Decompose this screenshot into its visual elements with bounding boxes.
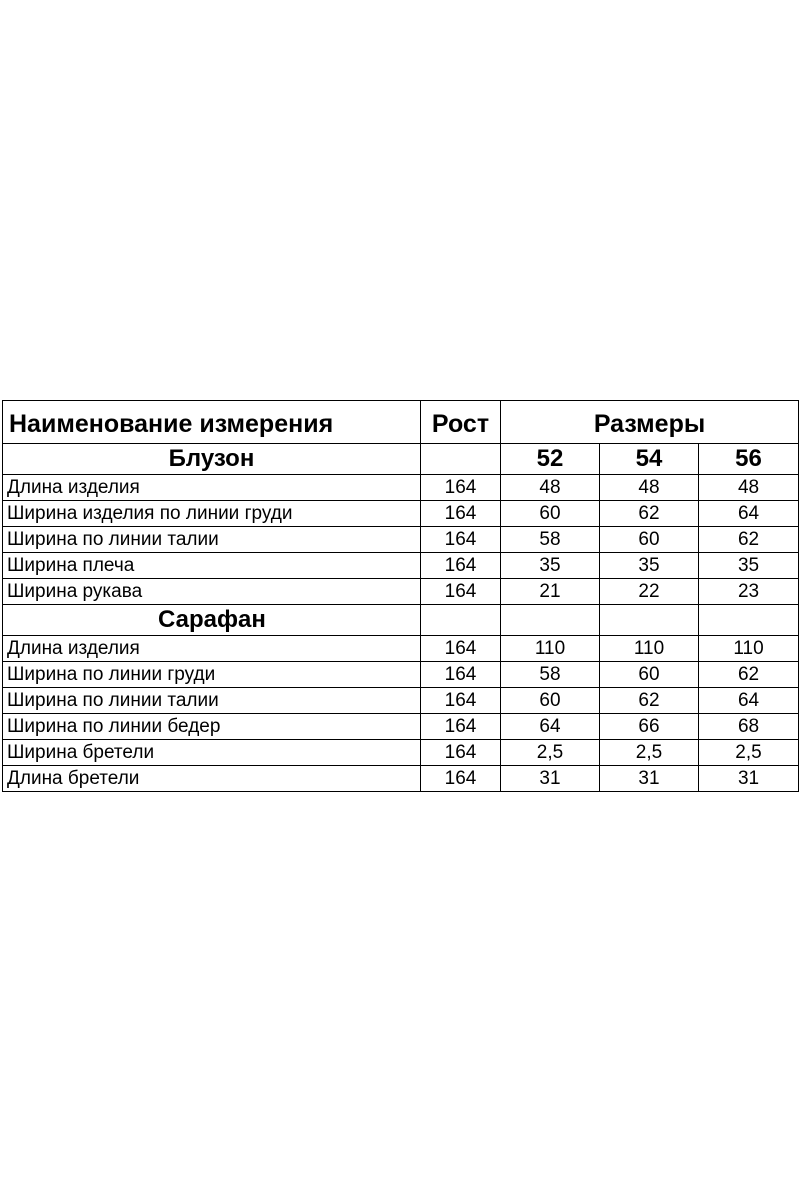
measurement-value-54: 60 — [600, 662, 699, 688]
section-blank-cell — [501, 605, 600, 636]
table-row — [3, 662, 799, 688]
measurement-value-56: 62 — [699, 662, 799, 688]
measurement-value-56: 2,5 — [699, 740, 799, 766]
measurement-value-52: 58 — [501, 662, 600, 688]
measurement-value-52: 31 — [501, 766, 600, 792]
measurement-name: Ширина изделия по линии груди — [3, 501, 421, 527]
measurement-value-56: 35 — [699, 553, 799, 579]
measurement-value-54: 22 — [600, 579, 699, 605]
measurement-height: 164 — [421, 662, 501, 688]
measurement-name: Ширина плеча — [3, 553, 421, 579]
measurement-name: Длина изделия — [3, 475, 421, 501]
header-height: Рост — [421, 401, 501, 444]
measurement-height: 164 — [421, 688, 501, 714]
table-row — [3, 766, 799, 792]
measurement-value-52: 64 — [501, 714, 600, 740]
section-blank-cell — [600, 605, 699, 636]
size-chart-table — [2, 400, 799, 792]
measurement-name: Ширина по линии груди — [3, 662, 421, 688]
table-row — [3, 553, 799, 579]
section-blank-cell — [421, 605, 501, 636]
measurement-height: 164 — [421, 766, 501, 792]
measurement-value-56: 62 — [699, 527, 799, 553]
measurement-name: Длина бретели — [3, 766, 421, 792]
measurement-value-54: 35 — [600, 553, 699, 579]
table-row — [3, 740, 799, 766]
measurement-value-56: 64 — [699, 501, 799, 527]
size-56: 56 — [699, 444, 799, 475]
table-row — [3, 636, 799, 662]
measurement-value-52: 60 — [501, 688, 600, 714]
measurement-height: 164 — [421, 553, 501, 579]
measurement-value-54: 60 — [600, 527, 699, 553]
measurement-height: 164 — [421, 475, 501, 501]
section-title-sarafan: Сарафан — [3, 605, 421, 636]
measurement-height: 164 — [421, 527, 501, 553]
measurement-height: 164 — [421, 714, 501, 740]
measurement-value-54: 31 — [600, 766, 699, 792]
size-chart-body — [3, 401, 799, 792]
size-54: 54 — [600, 444, 699, 475]
measurement-value-56: 23 — [699, 579, 799, 605]
measurement-name: Ширина по линии талии — [3, 527, 421, 553]
table-row — [3, 579, 799, 605]
measurement-value-56: 31 — [699, 766, 799, 792]
measurement-value-54: 48 — [600, 475, 699, 501]
section-blank-height — [421, 444, 501, 475]
measurement-value-52: 2,5 — [501, 740, 600, 766]
measurement-value-54: 66 — [600, 714, 699, 740]
measurement-value-52: 58 — [501, 527, 600, 553]
measurement-value-52: 21 — [501, 579, 600, 605]
table-row — [3, 527, 799, 553]
table-row — [3, 688, 799, 714]
measurement-name: Ширина бретели — [3, 740, 421, 766]
measurement-name: Ширина рукава — [3, 579, 421, 605]
size-52: 52 — [501, 444, 600, 475]
section-row-blouson — [3, 444, 799, 475]
measurement-value-54: 2,5 — [600, 740, 699, 766]
measurement-name: Ширина по линии бедер — [3, 714, 421, 740]
measurement-value-52: 60 — [501, 501, 600, 527]
measurement-value-54: 62 — [600, 688, 699, 714]
measurement-value-56: 110 — [699, 636, 799, 662]
measurement-height: 164 — [421, 501, 501, 527]
table-row — [3, 501, 799, 527]
measurement-value-56: 68 — [699, 714, 799, 740]
section-row-sarafan — [3, 605, 799, 636]
measurement-value-52: 110 — [501, 636, 600, 662]
measurement-value-54: 62 — [600, 501, 699, 527]
measurement-value-52: 48 — [501, 475, 600, 501]
measurement-value-56: 48 — [699, 475, 799, 501]
table-header-row — [3, 401, 799, 444]
measurement-name: Длина изделия — [3, 636, 421, 662]
measurement-height: 164 — [421, 636, 501, 662]
measurement-value-52: 35 — [501, 553, 600, 579]
section-blank-cell — [699, 605, 799, 636]
measurement-value-56: 64 — [699, 688, 799, 714]
measurement-value-54: 110 — [600, 636, 699, 662]
table-row — [3, 714, 799, 740]
measurement-height: 164 — [421, 579, 501, 605]
header-sizes: Размеры — [501, 401, 799, 444]
table-row — [3, 475, 799, 501]
section-title-blouson: Блузон — [3, 444, 421, 475]
header-measurement-name: Наименование измерения — [3, 401, 421, 444]
measurement-height: 164 — [421, 740, 501, 766]
measurement-name: Ширина по линии талии — [3, 688, 421, 714]
